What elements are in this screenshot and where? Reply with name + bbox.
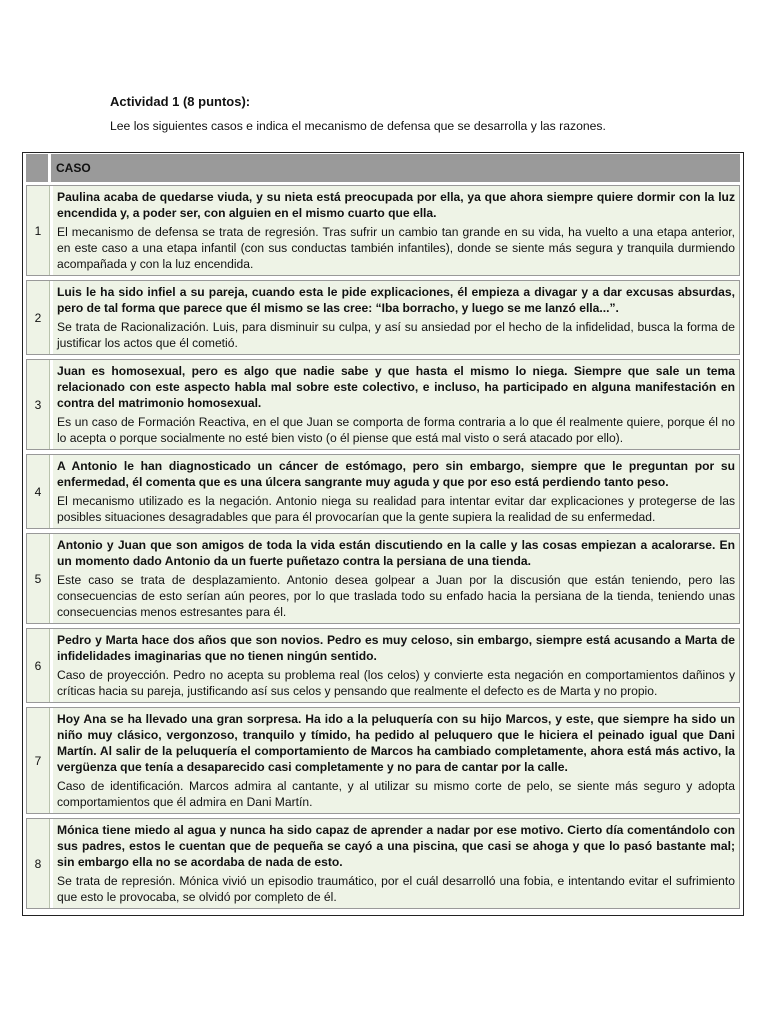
case-answer: Caso de identificación. Marcos admira al cantante, y al utilizar su mismo corte de pelo, se siente más seguro y adopta comportamientos que él admira en Dani Martín. (57, 779, 735, 809)
case-number: 6 (27, 629, 50, 702)
case-statement: Juan es homosexual, pero es algo que nadie sabe y que hasta el mismo lo niega. Siempre que sale un tema relacionado con este aspecto habla mal sobre este colectivo, e incluso, ha participado en alguna manifestación en contra del matrimonio homosexual. (57, 364, 735, 410)
table-header-row (26, 154, 740, 182)
case-number: 4 (27, 455, 50, 528)
case-statement: Pedro y Marta hace dos años que son novios. Pedro es muy celoso, sin embargo, siempre está acusando a Marta de infidelidades imaginarias que no tienen ningún sentido. (57, 633, 735, 663)
case-statement: Mónica tiene miedo al agua y nunca ha sido capaz de aprender a nadar por ese motivo. Cierto día comentándolo con sus padres, estos le cuentan que de pequeña se cayó a una piscina, que casi se ahoga y que lo pasó bastante mal; sin embargo ella no se acordaba de nada de esto. (57, 823, 735, 869)
case-number: 3 (27, 360, 50, 449)
case-number: 5 (27, 534, 50, 623)
activity-instructions: Lee los siguientes casos e indica el mecanismo de defensa que se desarrolla y las razones. (110, 119, 606, 133)
case-row-4 (26, 454, 740, 529)
case-body (53, 534, 739, 623)
case-body (53, 360, 739, 449)
case-body (53, 455, 739, 528)
activity-title: Actividad 1 (8 puntos): (110, 94, 251, 109)
case-answer: El mecanismo utilizado es la negación. Antonio niega su realidad para intentar evitar dar explicaciones y protegerse de las posibles situaciones desagradables que para él provocarían que la gente supiera la realidad de su enfermedad. (57, 494, 735, 524)
cases-table (22, 152, 744, 916)
header-number-cell (26, 154, 48, 182)
case-statement: Hoy Ana se ha llevado una gran sorpresa. Ha ido a la peluquería con su hijo Marcos, y este, que siempre ha sido un niño muy clásico, vergonzoso, tranquilo y tímido, ha pedido al peluquero que le hiciera el peinado igual que Dani Martín. Al salir de la peluquería el comportamiento de Marcos ha cambiado completamente, ahora está más activo, la vergüenza que tenía a desaparecido casi completamente y no para de cantar por la calle. (57, 712, 735, 774)
case-answer: Se trata de Racionalización. Luis, para disminuir su culpa, y así su ansiedad por el hecho de la infidelidad, busca la forma de justificar los actos que él cometió. (57, 320, 735, 350)
case-statement: A Antonio le han diagnosticado un cáncer de estómago, pero sin embargo, siempre que le preguntan por su enfermedad, él comenta que es una úlcera sangrante muy aguda y que por eso está perdiendo tanto peso. (57, 459, 735, 489)
case-body (53, 819, 739, 908)
case-body (53, 186, 739, 275)
case-statement: Luis le ha sido infiel a su pareja, cuando esta le pide explicaciones, él empieza a divagar y a dar excusas absurdas, pero de tal forma que parece que él mismo se las cree: “Iba borracho, y luego se me lanzó ella...”. (57, 285, 735, 315)
case-answer: Se trata de represión. Mónica vivió un episodio traumático, por el cuál desarrolló una fobia, e intentando evitar el sufrimiento que esto le provocaba, se olvidó por completo de él. (57, 874, 735, 904)
case-row-8 (26, 818, 740, 909)
case-number: 7 (27, 708, 50, 813)
case-body (53, 281, 739, 354)
case-number: 8 (27, 819, 50, 908)
case-answer: El mecanismo de defensa se trata de regresión. Tras sufrir un cambio tan grande en su vida, ha vuelto a una etapa anterior, en este caso a una etapa infantil (con sus conductas también infantiles), donde se siente más segura y tranquila durmiendo acompañada y con la luz encendida. (57, 225, 735, 271)
case-number: 1 (27, 186, 50, 275)
case-body (53, 708, 739, 813)
case-row-1 (26, 185, 740, 276)
case-answer: Este caso se trata de desplazamiento. Antonio desea golpear a Juan por la discusión que están teniendo, pero las consecuencias de esto serían aún peores, por lo que traslada todo su enfado hacia la persiana de la tienda, teniendo unas consecuencias menos estresantes para él. (57, 573, 735, 619)
header-case-label: CASO (51, 154, 740, 182)
case-row-5 (26, 533, 740, 624)
case-body (53, 629, 739, 702)
case-number: 2 (27, 281, 50, 354)
case-statement: Antonio y Juan que son amigos de toda la vida están discutiendo en la calle y las cosas empiezan a acalorarse. En un momento dado Antonio da un fuerte puñetazo contra la persiana de una tienda. (57, 538, 735, 568)
case-statement: Paulina acaba de quedarse viuda, y su nieta está preocupada por ella, ya que ahora siempre quiere dormir con la luz encendida y, a poder ser, con alguien en el mismo cuarto que ella. (57, 190, 735, 220)
case-row-3 (26, 359, 740, 450)
case-row-7 (26, 707, 740, 814)
case-row-2 (26, 280, 740, 355)
case-answer: Caso de proyección. Pedro no acepta su problema real (los celos) y convierte esta negación en comportamientos dañinos y críticas hacia su pareja, justificando así sus celos y pensando que realmente el defecto es de Marta y no propio. (57, 668, 735, 698)
case-answer: Es un caso de Formación Reactiva, en el que Juan se comporta de forma contraria a lo que él realmente quiere, porque él no lo acepta o porque socialmente no esté bien visto (o él piense que está mal visto o será atacado por ello). (57, 415, 735, 445)
case-row-6 (26, 628, 740, 703)
